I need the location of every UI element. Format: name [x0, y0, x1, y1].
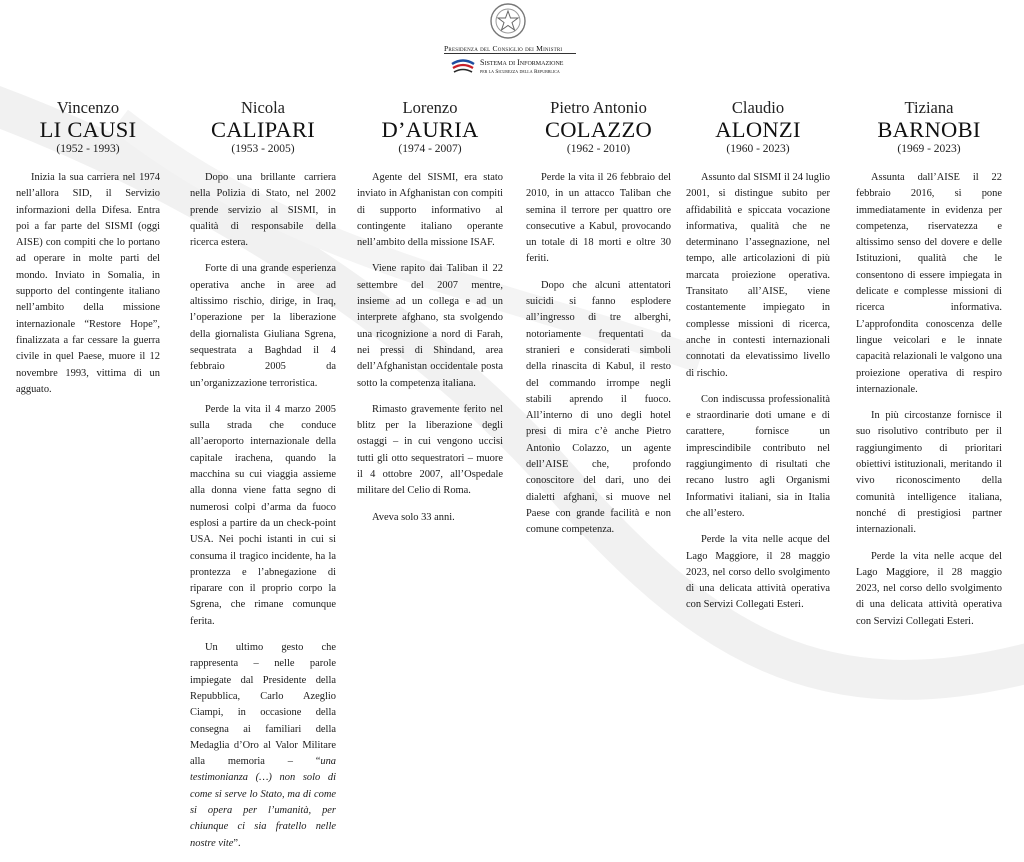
bio-paragraph: Viene rapito dai Taliban il 22 settembre del 2007 mentre, insieme ad un collega e ad un interprete afghano, sta svolgendo una ricognizione a nord di Farah, nei pressi di Shindand, area dell’Afghanistan occidentale posta sotto la competenza italiana. — [357, 263, 503, 389]
biography — [856, 170, 1002, 630]
memorial-column-li-causi — [16, 99, 160, 408]
bio-paragraph: Perde la vita nelle acque del Lago Maggiore, il 28 maggio 2023, nel corso dello svolgimento di una delicata attività operativa con Servizi Collegati Esteri. — [856, 550, 1002, 627]
quote-end: ”. — [233, 837, 241, 849]
bio-paragraph: Dopo una brillante carriera nella Polizia di Stato, nel 2002 prende servizio al SISMI, in qualità di responsabile della ricerca estera. — [190, 172, 336, 249]
last-name: BARNOBI — [877, 117, 981, 142]
life-years: (1953 - 2005) — [231, 143, 295, 155]
bio-paragraph: Assunta dall’AISE il 22 febbraio 2016, si pone immediatamente in evidenza per competenza, riservatezza e altissimo senso del dovere e delle Istituzioni, qualità che le consentono di essere impiegata in delicate e complesse missioni di ricerca informativa. L’approfondita conoscenza delle lingue veicolari e le innate capacità relazionali le valgono una proiezione operativa di respiro internazionale. — [856, 172, 1002, 395]
memorial-column-alonzi — [686, 99, 830, 624]
memorial-column-colazzo — [526, 99, 671, 549]
bio-paragraph: Perde la vita il 26 febbraio del 2010, in un attacco Taliban che semina il terrore per quattro ore consecutive a Kabul, provocando un totale di 18 morti e oltre 30 feriti. — [526, 172, 671, 265]
first-name: Claudio — [731, 98, 785, 117]
first-name: Lorenzo — [402, 98, 458, 117]
quote-text: una testimonianza (…) non solo di come si serve lo Stato, ma di come si opera per l’umanità, per chiunque ci sia fratello nelle nostre vite — [190, 756, 336, 849]
memorial-column-barnobi — [856, 99, 1002, 640]
last-name: ALONZI — [715, 117, 801, 142]
bio-paragraph-quote — [190, 640, 336, 852]
bio-paragraph: Assunto dal SISMI il 24 luglio 2001, si distingue subito per affidabilità e spiccata vocazione informativa, qualità che ne determinano l’assegnazione, nel tempo, alle articolazioni di più marcata proiezione operativa. Transitato all’AISE, viene costantemente impiegato in complesse missioni di ricerca, anche in contesti internazionali connotati da elevatissimo livello di rischio. — [686, 172, 830, 379]
first-name: Pietro Antonio — [550, 98, 647, 117]
republic-emblem-icon — [489, 2, 527, 40]
bio-paragraph: Perde la vita il 4 marzo 2005 sulla strada che conduce all’aeroporto internazionale della capitale irachena, quando la macchina su cui viaggia assieme alla donna viene fatta segno di numerosi colpi d’arma da fuoco esplosi a partire da un check-point USA. Nei pochi istanti in cui si consuma il tragico incidente, ha la prontezza e l’abnegazione di riparare con il proprio corpo la Sgrena, che rimane comunque ferita. — [190, 403, 336, 627]
bio-paragraph: Agente del SISMI, era stato inviato in Afghanistan con compiti di supporto informativo al contingente italiano operante nell’ambito della missione ISAF. — [357, 172, 503, 249]
page-header — [0, 0, 1024, 86]
life-years: (1960 - 2023) — [726, 143, 790, 155]
last-name: COLAZZO — [544, 117, 653, 142]
life-years: (1952 - 1993) — [56, 143, 120, 155]
biography — [686, 170, 830, 614]
intelligence-system-logo-icon — [450, 58, 476, 76]
biography — [16, 170, 160, 398]
bio-paragraph: Dopo che alcuni attentatori suicidi si fanno esplodere all’ingresso di tre alberghi, notoriamente frequentati da stranieri e considerati simboli della rinascita di Kabul, il resto del commando irrompe negli stabili aprendo il fuoco. All’interno di uno degli hotel presi di mira c’è anche Pietro Antonio Colazzo, un agente dell’AISE che, profondo conoscitore del dari, uno dei dialetti afghani, si muove nel Paese con grande facilità e non comune competenza. — [526, 279, 671, 536]
bio-paragraph: Con indiscussa professionalità e straordinarie doti umane e di carattere, fornisce un imprescindibile contributo nel raggiungimento di risultati che recano lustro agli Organismi Informativi italiani, sia in Italia che all’estero. — [686, 393, 830, 519]
first-name: Nicola — [241, 98, 285, 117]
system-subtitle: per la Sicurezza della Repubblica — [480, 69, 560, 75]
quote-intro: Un ultimo gesto che rappresenta – nelle parole impiegate dal Presidente della Repubblica, Carlo Azeglio Ciampi, in occasione della consegna ai familiari della Medaglia d’Oro al Valor Militare alla memoria – “ — [190, 642, 336, 768]
biography — [357, 170, 503, 526]
system-name: Sistema di Informazione — [480, 58, 564, 67]
bio-paragraph: Forte di una grande esperienza operativa anche in aree ad altissimo rischio, dirige, in Iraq, l’operazione per la liberazione della giornalista Giuliana Sgrena, sequestrata a Baghdad il 4 febbraio 2005 da un’organizzazione terroristica. — [190, 263, 336, 389]
first-name: Tiziana — [904, 98, 954, 117]
bio-paragraph: In più circostanze fornisce il suo risolutivo contributo per il raggiungimento di prioritari obiettivi istituzionali, meritando il vivo riconoscimento della comunità intelligence italiana, nonché di prestigiosi partner internazionali. — [856, 410, 1002, 536]
institution-name: Presidenza del Consiglio dei Ministri — [444, 44, 563, 53]
header-divider — [444, 53, 576, 54]
memorial-column-dauria — [357, 99, 503, 536]
life-years: (1969 - 2023) — [897, 143, 961, 155]
bio-paragraph: Inizia la sua carriera nel 1974 nell’allora SID, il Servizio informazioni della Difesa. Entra poi a far parte del SISMI (oggi AISE) con compiti che lo portano ad operare in molte parti del mondo. Inviato in Somalia, in supporto del contingente italiano nell’ambito della missione internazionale “Restore Hope”, finalizzata a far cessare la guerra civile in quel Paese, muore il 12 novembre 1993, vittima di un agguato. — [16, 172, 160, 395]
bio-paragraph: Aveva solo 33 anni. — [372, 511, 455, 523]
memorial-column-calipari — [190, 99, 336, 862]
biography — [190, 170, 336, 852]
life-years: (1974 - 2007) — [398, 143, 462, 155]
life-years: (1962 - 2010) — [566, 143, 631, 155]
last-name: CALIPARI — [210, 117, 316, 142]
first-name: Vincenzo — [56, 98, 120, 117]
last-name: D’AURIA — [381, 117, 479, 142]
last-name: LI CAUSI — [39, 117, 137, 142]
biography — [526, 170, 671, 539]
bio-paragraph: Perde la vita nelle acque del Lago Maggiore, il 28 maggio 2023, nel corso dello svolgimento di una delicata attività operativa con Servizi Collegati Esteri. — [686, 534, 830, 611]
bio-paragraph: Rimasto gravemente ferito nel blitz per la liberazione degli ostaggi – in cui vengono uccisi tutti gli otto sequestratori – muore il 4 ottobre 2007, all’Ospedale militare del Celio di Roma. — [357, 403, 503, 497]
